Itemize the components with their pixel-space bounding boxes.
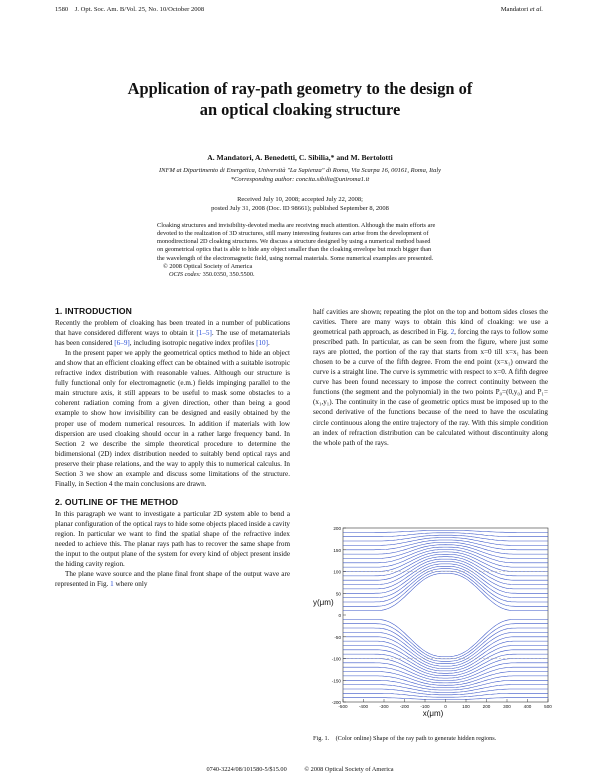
publication-dates <box>60 196 540 213</box>
footer-code: 0740-3224/08/101580-5/$15.00 <box>206 766 287 773</box>
citation-link[interactable]: [1–5] <box>196 329 212 338</box>
section-2-heading: 2. OUTLINE OF THE METHOD <box>55 496 179 507</box>
x-tick-label: -400 <box>358 704 369 709</box>
x-tick-label: -200 <box>399 704 410 709</box>
x-tick-label: 100 <box>462 704 470 709</box>
y-tick-label: -150 <box>331 678 341 684</box>
y-tick-label: 50 <box>335 591 341 597</box>
caption-text: (Color online) Shape of the ray path to generate hidden regions. <box>335 735 497 742</box>
y-tick-label: 0 <box>338 613 341 618</box>
abstract <box>157 222 457 279</box>
y-tick-label: -100 <box>331 656 341 662</box>
x-tick-label: 0 <box>444 704 447 709</box>
method-paragraph-2: The plane wave source and the plane final front shape of the output wave are represented in Fig. 1 where only <box>55 570 290 589</box>
section-1-heading: 1. INTRODUCTION <box>55 306 132 316</box>
intro-paragraph-2: In the present paper we apply the geometrical optics method to hide an object and show that an efficient cloaking effect can be obtained with a suitable isotropic refractive index distribution with reasonable values. Although our structure is fully functional only for electromagnetic (e.m.) fields impinging parallel to the main structure axis, it still appears to be useful to mask some obstacles to a coherent radiation coming from a given direction, other than being a good example to show how invisibility can be designed and easily obtained by the proper use of modern numerical resources. In addition if materials with low dispersion are used cloaking should occur in a rather large frequency band. In Section 2 we describe the simple theoretical procedure to determine the bidimensional (2D) index distribution needed to suitably bend optical rays and preserve their phase relations, and the way to apply this to numerical calculus. In Section 3 we show an example and discuss some limitations of the structure. Finally, in Section 4 the main conclusions are drawn. <box>55 349 290 488</box>
caption-label: Fig. 1. <box>313 735 330 742</box>
x-tick-label: -100 <box>420 704 430 709</box>
page-footer <box>0 766 600 773</box>
abstract-line: the wavelength of the electromagnetic field, using normal materials. Some numerical examples are presented. <box>157 254 434 262</box>
x-tick-label: 400 <box>523 704 532 709</box>
right-paragraph: half cavities are shown; repeating the plot on the top and bottom sides closes the cavities. There are many ways to obtain this kind of cloaking: we use a geometrical path approach, as described in Fig. 2, forcing the rays to follow some prescribed path. In particular, as can be seen from the figure, where just some rays are plotted, the portion of the ray that starts from x=0 till x=x₁ has been chosen to be a curve of the fifth degree. From the end point (x=x₁) onward the curve is a straight line. The curve is symmetric with respect to x=0. A fifth degree curve has been found necessary to impose the correct continuity between the functions (the segment and the polynomial) in the two points P₀=(0,y₀) and P₁=(x₁,y₁). The continuity in the case of geometric optics must be imposed up to the second derivative of the functions because of the need to have the osculating circle continuous along the entire trajectory of the ray. With this simple condition an index of refraction distribution can be calculated without discontinuity along the whole path of the rays. <box>313 308 548 447</box>
abstract-line: monodirectional 2D cloaking structures. We discuss a structure designed by using a numerical method based <box>157 238 431 246</box>
x-tick-label: 500 <box>544 704 552 709</box>
citation-link[interactable]: [6–9] <box>114 339 130 348</box>
running-etal: et al. <box>529 6 543 13</box>
x-axis-label: x(μm) <box>422 709 444 718</box>
x-tick-label: 300 <box>503 704 511 709</box>
running-author: Mandatori et al. <box>500 6 543 13</box>
page-header-left <box>55 6 204 13</box>
ocis-codes: OCIS codes: 350.0350, 350.5500. <box>169 270 255 278</box>
y-tick-label: -50 <box>334 634 341 640</box>
y-tick-label: 150 <box>333 547 341 553</box>
title-line-2: an optical cloaking structure <box>199 100 401 119</box>
right-column <box>313 307 548 448</box>
figure-link[interactable]: 1 <box>110 580 114 589</box>
ray-path-plot <box>313 527 550 717</box>
figure-1 <box>313 527 550 717</box>
page-number: 1580 <box>55 6 69 13</box>
x-tick-label: 200 <box>482 704 491 709</box>
y-axis-label: y(μm) <box>313 598 334 607</box>
y-tick-label: 200 <box>333 526 341 531</box>
journal-reference: J. Opt. Soc. Am. B/Vol. 25, No. 10/October 2008 <box>74 6 205 13</box>
title-line-1: Application of ray-path geometry to the design of <box>127 79 473 98</box>
method-paragraph-1: In this paragraph we want to investigate a particular 2D system able to bend a planar configuration of the optical rays to hide some objects placed inside a cavity region. In particular we want to find the spatial shape of the refractive index needed to achieve this. The planar rays path has to recover the same shape from the input to the output plane of the system for every kind of object present inside the hiding cavity region. <box>55 509 290 569</box>
x-tick-label: -300 <box>379 704 389 709</box>
abstract-line: Cloaking structures and invisibility-devoted media are receiving much attention. Although the main efforts are <box>157 222 436 229</box>
abstract-copyright: © 2008 Optical Society of America <box>163 262 253 270</box>
figure-caption <box>313 735 550 743</box>
left-column <box>55 306 290 589</box>
dates-line-2: posted July 31, 2008 (Doc. ID 98661); published September 8, 2008 <box>211 204 389 212</box>
x-tick-label: -500 <box>338 704 348 709</box>
dates-line-1: Received July 10, 2008; accepted July 22, 2008; <box>237 196 363 203</box>
corresponding-author: *Corresponding author: concita.sibilia@uniroma1.it <box>230 175 370 183</box>
figure-link[interactable]: 2 <box>450 328 455 337</box>
y-tick-label: -200 <box>331 700 341 705</box>
intro-paragraph-1: Recently the problem of cloaking has been treated in a number of publications that have considered different ways to obtain it [1–5]. The use of metamaterials has been considered [6–9], including isotropic negative index profiles [10]. <box>55 319 290 348</box>
footer-copyright: © 2008 Optical Society of America <box>304 766 394 773</box>
abstract-line: on geometrical optics that is able to hide any object smaller than the cloaking envelope but much bigger than <box>157 246 432 254</box>
y-tick-label: 100 <box>333 569 341 575</box>
author-list: A. Mandatori, A. Benedetti, C. Sibilia,* and M. Bertolotti <box>207 153 393 162</box>
affiliation-line-1: INFM at Dipartimento di Energetica, Università "La Sapienza" di Roma, Via Scarpa 16, 00161, Roma, Italy <box>158 167 442 174</box>
affiliation <box>60 167 540 184</box>
abstract-line: devoted to the realization of 3D structures, still many interesting features can arise from the development of <box>157 230 429 238</box>
paper-title <box>40 78 560 120</box>
citation-link[interactable]: [10] <box>256 339 268 348</box>
